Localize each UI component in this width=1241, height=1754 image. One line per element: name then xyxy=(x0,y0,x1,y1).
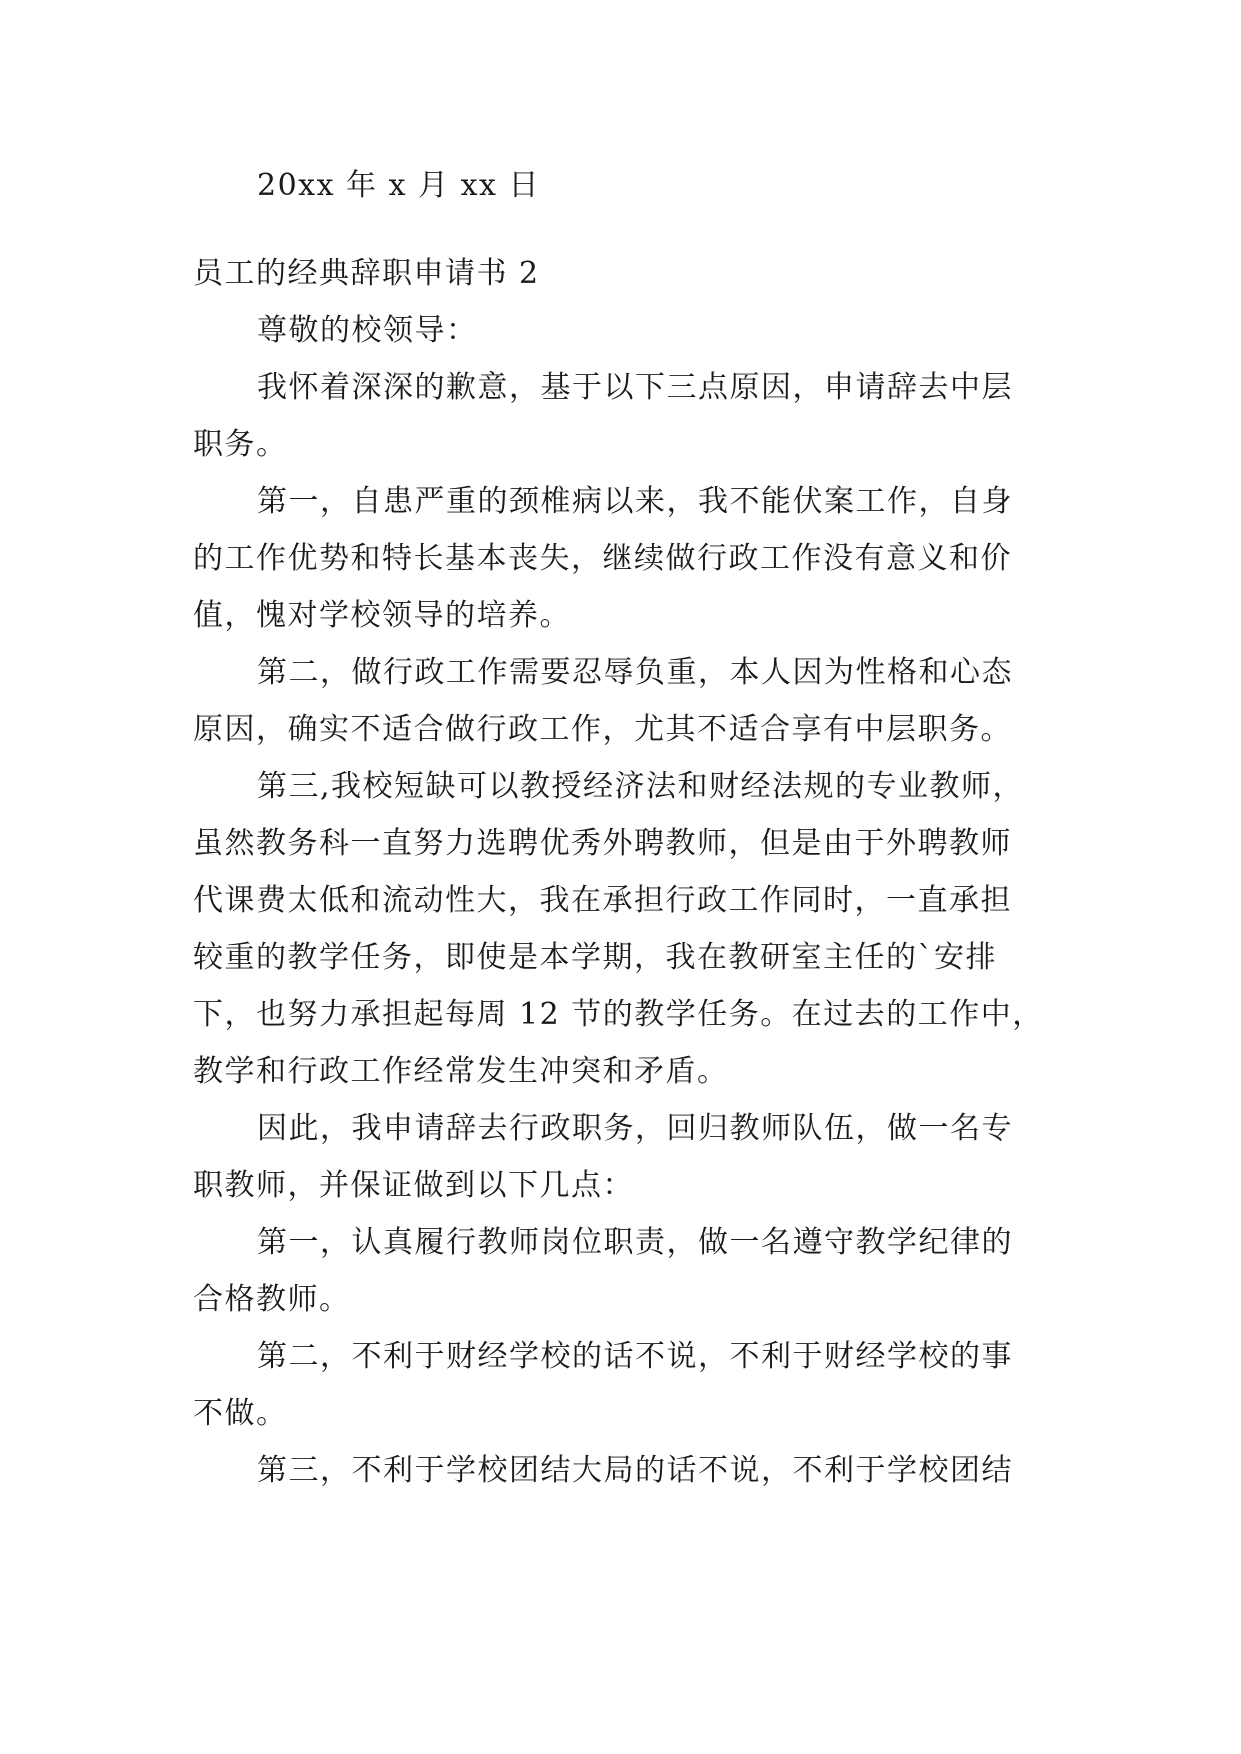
document-heading: 员工的经典辞职申请书 2 xyxy=(193,256,540,291)
text-line: 不做。 xyxy=(193,1396,288,1431)
text-line: 代课费太低和流动性大，我在承担行政工作同时，一直承担 xyxy=(193,883,1012,918)
text-line: 职务。 xyxy=(193,427,288,462)
text-line: 因此，我申请辞去行政职务，回归教师队伍，做一名专 xyxy=(257,1111,1013,1146)
text-line: 第三，不利于学校团结大局的话不说，不利于学校团结 xyxy=(257,1453,1013,1488)
date-line: 20xx 年 x 月 xx 日 xyxy=(257,168,540,203)
text-line: 较重的教学任务，即使是本学期，我在教研室主任的`安排 xyxy=(193,940,997,975)
text-line: 教学和行政工作经常发生冲突和矛盾。 xyxy=(193,1054,729,1089)
text-line: 第一，自患严重的颈椎病以来，我不能伏案工作，自身 xyxy=(257,484,1013,519)
text-line: 虽然教务科一直努力选聘优秀外聘教师，但是由于外聘教师 xyxy=(193,826,1012,861)
text-line: 职教师，并保证做到以下几点： xyxy=(193,1168,634,1203)
text-line: 第二，不利于财经学校的话不说，不利于财经学校的事 xyxy=(257,1339,1013,1374)
text-line: 第一，认真履行教师岗位职责，做一名遵守教学纪律的 xyxy=(257,1225,1013,1260)
text-line: 的工作优势和特长基本丧失，继续做行政工作没有意义和价 xyxy=(193,541,1012,576)
text-line: 合格教师。 xyxy=(193,1282,351,1317)
text-line: 下，也努力承担起每周 12 节的教学任务。在过去的工作中， xyxy=(193,997,1044,1032)
salutation: 尊敬的校领导： xyxy=(257,313,478,348)
text-line: 第二，做行政工作需要忍辱负重，本人因为性格和心态 xyxy=(257,655,1013,690)
text-line: 值，愧对学校领导的培养。 xyxy=(193,598,571,633)
text-line: 我怀着深深的歉意，基于以下三点原因，申请辞去中层 xyxy=(257,370,1013,405)
text-line: 原因，确实不适合做行政工作，尤其不适合享有中层职务。 xyxy=(193,712,1012,747)
text-line: 第三,我校短缺可以教授经济法和财经法规的专业教师， xyxy=(257,769,1025,804)
